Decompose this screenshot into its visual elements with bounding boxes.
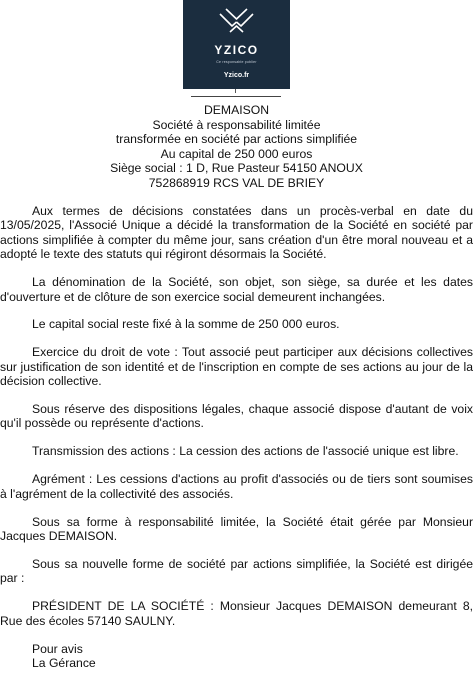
closing-for-notice: Pour avis	[32, 641, 83, 656]
closing	[32, 642, 473, 671]
paragraph-capital: Le capital social reste fixé à la somme de 250 000 euros.	[32, 317, 340, 332]
paragraph-decision: Aux termes de décisions constatées dans un procès-verbal en date du 13/05/2025, l'Associé Unique a décidé la transformation de la Société en société par actions simplifiée à compter du même jour, sans création d'un être moral nouveau et a adopté le texte des statuts qui régiront désormais la Société.	[0, 204, 473, 262]
logo-tick	[235, 89, 236, 93]
company-address: Siège social : 1 D, Rue Pasteur 54150 ANOUX	[110, 161, 363, 176]
yzico-emblem-icon	[214, 6, 259, 38]
logo-site: Yzico.fr	[223, 72, 250, 79]
paragraph-new-management: Sous sa nouvelle forme de société par actions simplifiée, la Société est dirigée par :	[0, 556, 473, 586]
paragraph-former-management: Sous sa forme à responsabilité limitée, la Société était gérée par Monsieur Jacques DEMAISON.	[0, 514, 473, 543]
paragraph-voting: Exercice du droit de vote : Tout associé peut participer aux décisions collectives sur justification de son identité et de l'inscription en compte de ses actions au jour de la décision collective.	[0, 345, 473, 389]
paragraph-transfer: Transmission des actions : La cession des actions de l'associé unique est libre.	[32, 444, 459, 459]
header-rule	[191, 96, 281, 97]
logo-brand: YZICO	[214, 43, 259, 57]
company-name: DEMAISON	[203, 103, 269, 117]
company-capital: Au capital de 250 000 euros	[160, 146, 313, 161]
company-transformation: transformée en société par actions simplifiée	[115, 132, 358, 147]
company-rcs: 752868919 RCS VAL DE BRIEY	[148, 175, 325, 190]
company-form: Société à responsabilité limitée	[152, 117, 321, 132]
company-header	[0, 103, 473, 191]
logo-tagline: Ce responsable publier	[216, 60, 257, 64]
paragraph-votes: Sous réserve des dispositions légales, chaque associé dispose d'autant de voix qu'il possède ou représente d'actions.	[0, 402, 473, 431]
notice-body	[0, 204, 473, 670]
paragraph-approval: Agrément : Les cessions d'actions au profit d'associés ou de tiers sont soumises à l'agrément de la collectivité des associés.	[0, 472, 473, 501]
paragraph-president: PRÉSIDENT DE LA SOCIÉTÉ : Monsieur Jacques DEMAISON demeurant 8, Rue des écoles 57140 SAULNY.	[0, 599, 473, 628]
closing-signatory: La Gérance	[32, 655, 96, 670]
paragraph-denomination: La dénomination de la Société, son objet, son siège, sa durée et les dates d'ouverture et de clôture de son exercice social demeurent inchangées.	[0, 275, 473, 304]
yzico-logo	[183, 0, 290, 89]
